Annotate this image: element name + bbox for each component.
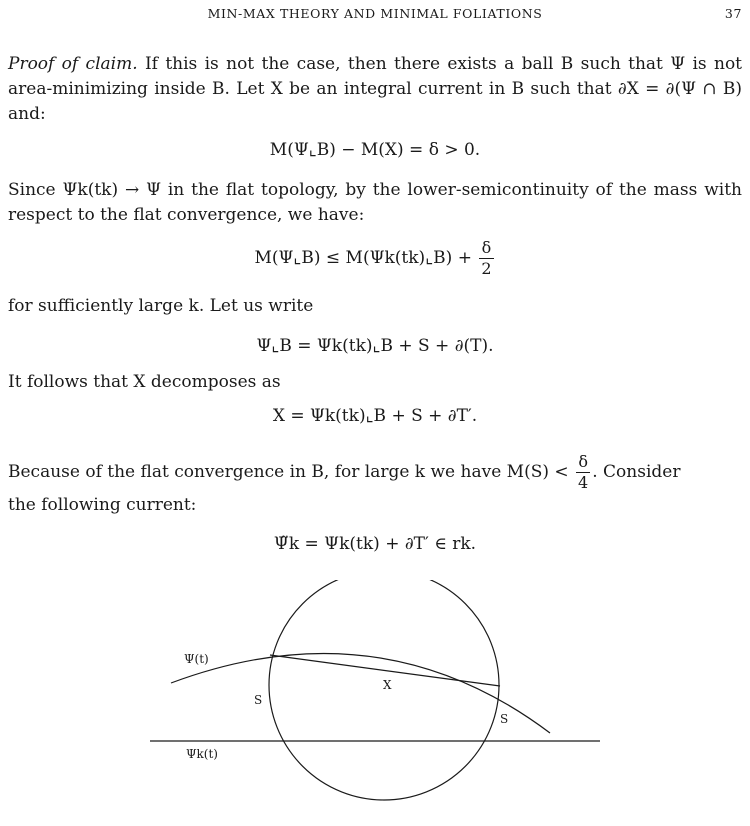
equation-3: [0, 336, 750, 356]
paragraph-3: [8, 294, 742, 319]
paragraph-5-text-b: . Consider: [592, 462, 681, 482]
label-psi-t: Ψ(t): [184, 652, 209, 666]
paragraph-4-text: It follows that X decomposes as: [8, 372, 281, 392]
paragraph-4: [8, 370, 742, 395]
fraction-numerator: δ: [576, 452, 590, 473]
equation-3-text: Ψ⌞B = Ψk(tk)⌞B + S + ∂(T).: [256, 336, 494, 356]
paragraph-1-text: If this is not the case, then there exists a ball B such that Ψ is not area-minimizing inside B. Let X be an integral current in B such that ∂X = ∂(Ψ ∩ B) and:: [8, 54, 743, 124]
running-title: MIN-MAX THEORY AND MINIMAL FOLIATIONS: [207, 6, 543, 21]
equation-2: [0, 238, 750, 279]
equation-1: [0, 140, 750, 160]
diagram-ball-and-currents: [0, 580, 750, 826]
equation-4-text: X = Ψk(tk)⌞B + S + ∂T′.: [272, 406, 478, 426]
proof-label: Proof of claim.: [8, 54, 138, 74]
paragraph-2-text: Since Ψk(tk) → Ψ in the flat topology, by the lower-semicontinuity of the mass with respect to the flat convergence, we have:: [8, 180, 742, 225]
fraction-delta-over-2: [479, 238, 493, 279]
equation-5: [0, 534, 750, 554]
equation-2-lhs: M(Ψ⌞B) ≤ M(Ψk(tk)⌞B) +: [254, 248, 472, 268]
fraction-denominator: 4: [578, 473, 589, 492]
paragraph-5: [8, 452, 742, 517]
paragraph-1: [8, 52, 742, 127]
fraction-numerator: δ: [479, 238, 493, 259]
label-psi-k-t: Ψk(t): [186, 747, 218, 761]
paragraph-5-text-a: Because of the flat convergence in B, for large k we have M(S) <: [8, 462, 569, 482]
equation-5-text: Ψ̃k = Ψk(tk) + ∂T′ ∈ rk.: [273, 534, 477, 554]
page-number: 37: [724, 6, 742, 21]
paragraph-3-text: for sufficiently large k. Let us write: [8, 296, 314, 316]
label-s-left: S: [254, 693, 263, 707]
equation-4: [0, 406, 750, 426]
paragraph-2: [8, 178, 742, 228]
label-s-right: S: [500, 712, 509, 726]
label-x: X: [383, 678, 392, 692]
equation-1-text: M(Ψ⌞B) − M(X) = δ > 0.: [269, 140, 481, 160]
paragraph-5-text-c: the following current:: [8, 495, 197, 515]
fraction-denominator: 2: [481, 259, 492, 278]
fraction-delta-over-4: [576, 452, 590, 493]
page-header: [0, 6, 750, 28]
